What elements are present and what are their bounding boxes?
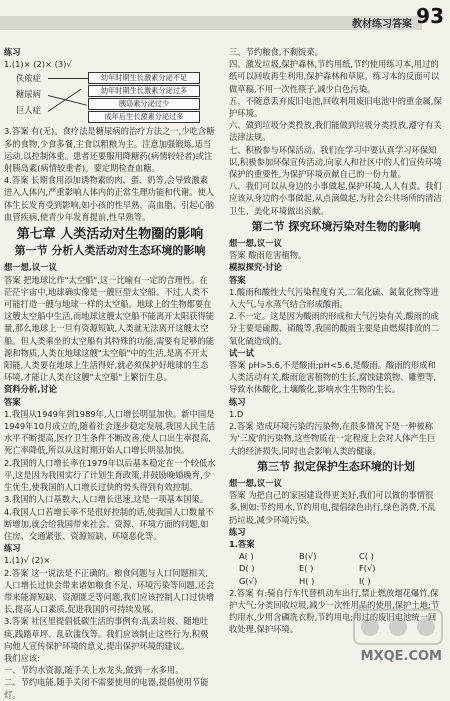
- practice-answer: 3.答案 社区里提倡低碳生活的事例有:乱丢垃圾、随地吐痰,践踏草坪、乱砍滥伐等。我们应该制止这些行为,积极向他人宣传保护环境的意义,提出保护环境的建议。: [4, 616, 209, 651]
- diagram-item: 糖尿病: [16, 89, 41, 100]
- think-answer: 答案 把地球比作"太空船",这一比喻有一定的合理性。在茫茫宇宙中,地球确实像是一艘巨型太空船。不过,人类不可能打造一艘与地球一样的太空船。地球上的生物都要在这艘太空船中生活,而地球这艘太空船不能离开太阳获得能量,那么地球上一旦有资源短缺,人类就无法离开这艘太空船。但人类乘坐的太空船有其特殊的功能,需要有足够的能源和物质,人类在地球这艘"太空船"中的生活,是离不开太阳能,人类要在地球上生活得好,就必须保护好地球的生态环境,才能让人类在这艘"太空船"上繁衍生息。: [4, 274, 215, 383]
- suggestion-item: 三、节约粮食,不剩饭菜。: [229, 47, 323, 57]
- suggestion-item: 四、激发垃圾,保护森林,节约用纸,节约使用练习本,用过的纸可以回收再生利用,保护森林和草原。练习本的反面可以做草稿,不用一次性筷子,减少白色污染。: [229, 59, 440, 94]
- think-label: 想一想,议一议: [229, 238, 282, 249]
- watermark-text: MXQE.COM: [360, 649, 442, 664]
- practice-answer: 1.(1)√ (2)×: [4, 555, 51, 566]
- diagram-connector: [48, 89, 82, 112]
- suggestion-item: 一、节约水资源,随手关上水龙头,做到一水多用。: [4, 665, 184, 676]
- diagram-box: 幼年时期生长激素分泌不足: [88, 72, 200, 84]
- grid-cell: E( ): [299, 563, 314, 574]
- model-answer-label: 答案: [229, 274, 246, 285]
- grid-cell: I( ): [359, 575, 371, 586]
- practice-answer-label: 1.答案: [229, 538, 255, 549]
- data-answer-label: 答案: [4, 396, 21, 407]
- think-answer: 答案 为把自己的家园建设得更美好,我们可以做的事情很多,例如:节约用水,节约用电,提倡绿色出行,绿色消费,不乱扔垃圾,减少环境污染。: [229, 490, 436, 525]
- grid-cell: G(√): [239, 575, 258, 586]
- suggestion-item: 七、积极参与环保活动。我们在学习中要认真学习环保知识,积极参加环保宣传活动,向家人和社区中的人们宣传环境保护的重要性,为保护环境贡献自己的一份力量。: [229, 144, 442, 180]
- grid-cell: D( ): [239, 563, 255, 574]
- diagram-box: 胰岛素分泌过少: [88, 98, 200, 110]
- data-answer: 1.我国从1949年到1989年,人口增长明显加快。新中国是1949年10月成立的,随着社会逐步稳定发展,我国人民生活水平不断提高,医疗卫生条件不断改善,使人口出生率提高,死亡率降低,所以从这时期开始人口增长明显加快。: [4, 408, 216, 456]
- suggestion-label: 我们应该:: [4, 652, 40, 663]
- data-analysis-label: 资料分析,讨论: [4, 384, 57, 395]
- practice-label: 练习: [4, 47, 21, 57]
- practice-answer: 2.答案 这一说法是不正确的。粮食问题与人口问题相关,人口增长过快会带来诸如粮食不足、环境污染等问题,还会带来能源短缺、资源匮乏等问题,我们应该控制人口过快增长,提高人口素质,促进我国的可持续发展。: [4, 567, 215, 615]
- chapter-title: 第七章 人类活动对生物圈的影响: [16, 227, 204, 243]
- answer-grid: [239, 550, 443, 587]
- section-title: 第三节 拟定保护生态环境的计划: [257, 459, 415, 473]
- diagram-item: 佚侬症: [16, 73, 41, 84]
- diagram-box: 成年后生长激素分泌过多: [88, 111, 200, 123]
- grid-cell: B(√): [299, 551, 317, 562]
- matching-diagram: [4, 71, 216, 123]
- suggestion-item: 五、不随意丢弃废旧电池,回收利用废旧电池中的重金属,保护环境。: [229, 95, 442, 119]
- data-answer: 2.我国的人口增长率在1979年以后基本稳定在一个较低水平,这是因为我国实行了计划生育政策,并鼓励晚婚晚育,少生优生,使我国的人口增长过快的势头得到有效控制。: [4, 457, 216, 493]
- think-label: 想一想,议一议: [229, 477, 282, 488]
- think-label: 想一想,议一议: [4, 262, 57, 273]
- tryit-answer: 答案 pH>5.6,不是酸雨;pH<5.6,是酸雨。酸雨的形成和人类活动有关,酸雨危害植物的生长,腐蚀建筑物、雕塑等,导致水体酸化,土壤酸化,影响水生生物的生长。: [229, 360, 437, 395]
- header-title: 教材练习答案: [352, 19, 412, 30]
- model-answer: 1.酸雨和酸性大气污染程度有关,二氧化硫、氮氧化物等进入大气,与水蒸气结合形成酸雨。: [229, 286, 439, 310]
- practice-answer: 1.D: [229, 408, 244, 419]
- tryit-label: 试一试: [229, 347, 254, 358]
- suggestion-item: 二、节约电能,随手关闭不需要使用的电器,提倡使用节能灯。: [4, 677, 209, 700]
- practice-label: 练习: [229, 526, 246, 537]
- data-answer: 4.我国人口若增长率不是很好控制的话,使我国人口数量不断增加,就会给我国带来社会、资源、环境方面的问题,如住房、交通紧张、资源短缺、环境恶化等。: [4, 506, 214, 541]
- diagram-box: 幼年时期生长激素分泌过多: [88, 85, 200, 97]
- page-number: 93: [416, 4, 444, 28]
- suggestion-item: 六、做到垃圾分类投放,我们能做到垃圾分类投放,遵守有关法律法规。: [229, 120, 442, 143]
- grid-cell: F(√): [359, 563, 376, 574]
- grid-cell: H( ): [299, 575, 315, 586]
- section-title: 第二节 探究环境污染对生物的影响: [251, 219, 421, 233]
- suggestion-item: 八、我们可以从身边的小事做起,保护环境,人人有责。我们应该从身边的小事做起,从点滴做起,为社会公共场所的清洁卫生、美化环境做出贡献。: [229, 181, 442, 216]
- diagram-connector: [48, 78, 88, 79]
- practice-label: 练习: [229, 396, 246, 407]
- model-label: 模拟探究·讨论: [229, 262, 282, 273]
- grid-cell: A( ): [239, 551, 254, 562]
- answer-4: 4.答案 长期食用添加诱物素的肉、蛋、奶等,会导致激素进入人体内,严重影响人体内的正常生理功能和代谢。使人体生长发育受到影响,如小孩的性早熟、高血脂、引起心脑血管疾病,使青少年发育提前,性早熟等。: [4, 175, 215, 222]
- diagram-item: 巨人症: [16, 105, 41, 116]
- practice-answer: 2.答案 造成环境污染的污染物,在很多情况下是一种被称为'三废'的污染物,这些物质在一定程度上会对人体产生巨大的经济损失,同时也会影响人类的健康。: [229, 421, 436, 456]
- right-column: [229, 46, 443, 636]
- answer-3: 3.答案 有(无)。食疗法是糖尿病的治疗方法之一,少吃含糖多的食物,少食多餐,主食以粗粮为主。注意加强锻炼,适当运动,以控制体重。患者还要服用降糖药(病情较轻者)或注射胰岛素(病情较重者)。要定期检查血糖。: [4, 126, 215, 174]
- page-header: [0, 0, 450, 38]
- think-answer: 答案 酸雨危害植物。: [229, 250, 307, 261]
- section-title: 第一节 分析人类活动对生态环境的影响: [14, 244, 206, 258]
- grid-cell: C( ): [359, 551, 374, 562]
- practice-answer: 1.(1)× (2)× (3)√: [4, 59, 72, 70]
- model-answer: 2.不一定。这是因为酸雨的形成和大气污染有关,酸雨的成分主要是硫酸、硝酸等,我国的酸雨主要是由燃煤排放的二氧化硫造成的。: [229, 311, 440, 346]
- left-column: [4, 46, 216, 701]
- practice-answer: 2.答案 有:骑自行车代替机动车出行,禁止燃放烟花爆竹,保护大气;分类回收垃圾,减少一次性用品的使用,保护土地;节约用水,少用含磷洗衣粉,节约用电;用过的废旧电池统一回收处理,保护环境。: [229, 587, 439, 635]
- data-answer: 3.我国的人口基数大,人口增长迅速,这是一项基本国策。: [4, 494, 209, 505]
- practice-label: 练习: [4, 543, 21, 554]
